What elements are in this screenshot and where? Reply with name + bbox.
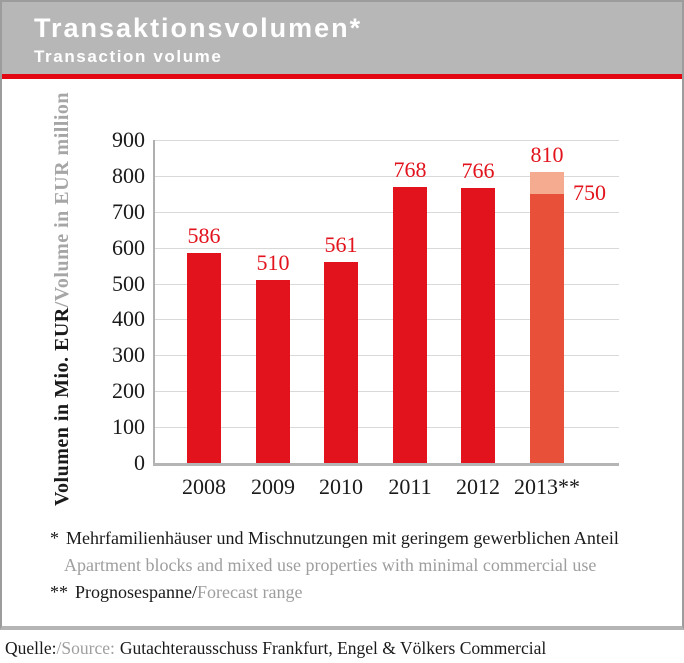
bar-2010 xyxy=(324,262,358,463)
source-line xyxy=(5,638,684,659)
bar-value-label: 561 xyxy=(324,232,358,257)
source-label-de: Quelle: xyxy=(5,638,57,658)
x-tick-label: 2011 xyxy=(388,474,432,499)
x-tick-label: 2012 xyxy=(456,474,500,499)
y-tick-label: 300 xyxy=(112,342,145,367)
footnote-line-1 xyxy=(50,525,682,552)
bar-value-label: 768 xyxy=(393,157,427,182)
x-axis-line xyxy=(153,463,619,466)
footnote-marker-1: * xyxy=(50,528,59,548)
page-subtitle: Transaction volume xyxy=(34,47,223,66)
y-axis-title-de: Volumen in Mio. EUR xyxy=(51,307,73,507)
forecast-low-label: 750 xyxy=(573,180,606,205)
forecast-bar-range xyxy=(530,172,564,194)
bar-value-label: 766 xyxy=(461,158,495,183)
y-tick-label: 400 xyxy=(112,306,145,331)
bar-2008 xyxy=(187,253,221,463)
page-title: Transaktionsvolumen* xyxy=(34,13,363,43)
source-text: Gutachterausschuss Frankfurt, Engel & Völkers Commercial xyxy=(119,638,547,658)
bar-2011 xyxy=(393,187,427,463)
footnote-text-en: Apartment blocks and mixed use properties with minimal commercial use xyxy=(64,555,597,575)
footnotes xyxy=(50,525,682,606)
footnote-line-2 xyxy=(50,552,682,579)
x-tick-label: 2008 xyxy=(182,474,226,499)
y-tick-label: 200 xyxy=(112,378,145,403)
y-tick-label: 0 xyxy=(134,450,145,475)
y-axis-line xyxy=(153,140,155,466)
bar-2009 xyxy=(256,280,290,463)
y-tick-label: 800 xyxy=(112,163,145,188)
forecast-bar-solid xyxy=(530,194,564,463)
y-tick-label: 600 xyxy=(112,235,145,260)
forecast-high-label: 810 xyxy=(530,142,564,167)
bar-value-label: 510 xyxy=(256,250,290,275)
y-tick-label: 700 xyxy=(112,199,145,224)
y-tick-label: 500 xyxy=(112,271,145,296)
footnote-line-3 xyxy=(50,579,682,606)
bar-chart xyxy=(2,79,684,509)
x-tick-label: 2009 xyxy=(251,474,295,499)
bar-2012 xyxy=(461,188,495,463)
y-axis-title-en: /Volume in EUR million xyxy=(51,91,73,308)
footnote-marker-2: ** xyxy=(50,582,68,602)
header xyxy=(2,2,682,74)
source-label-en: /Source: xyxy=(56,638,115,658)
y-tick-label: 100 xyxy=(112,414,145,439)
y-axis-title xyxy=(51,89,77,509)
x-tick-label: 2010 xyxy=(319,474,363,499)
footnote-text-de: Mehrfamilienhäuser und Mischnutzungen mit geringem gewerblichen Anteil xyxy=(66,528,619,548)
x-tick-label: 2013** xyxy=(514,474,580,499)
y-tick-label: 900 xyxy=(112,127,145,152)
gridline-900 xyxy=(155,140,619,141)
bar-value-label: 586 xyxy=(187,223,221,248)
footnote-forecast-en: Forecast range xyxy=(196,582,303,602)
footnote-forecast-de: Prognosespanne/ xyxy=(75,582,197,602)
